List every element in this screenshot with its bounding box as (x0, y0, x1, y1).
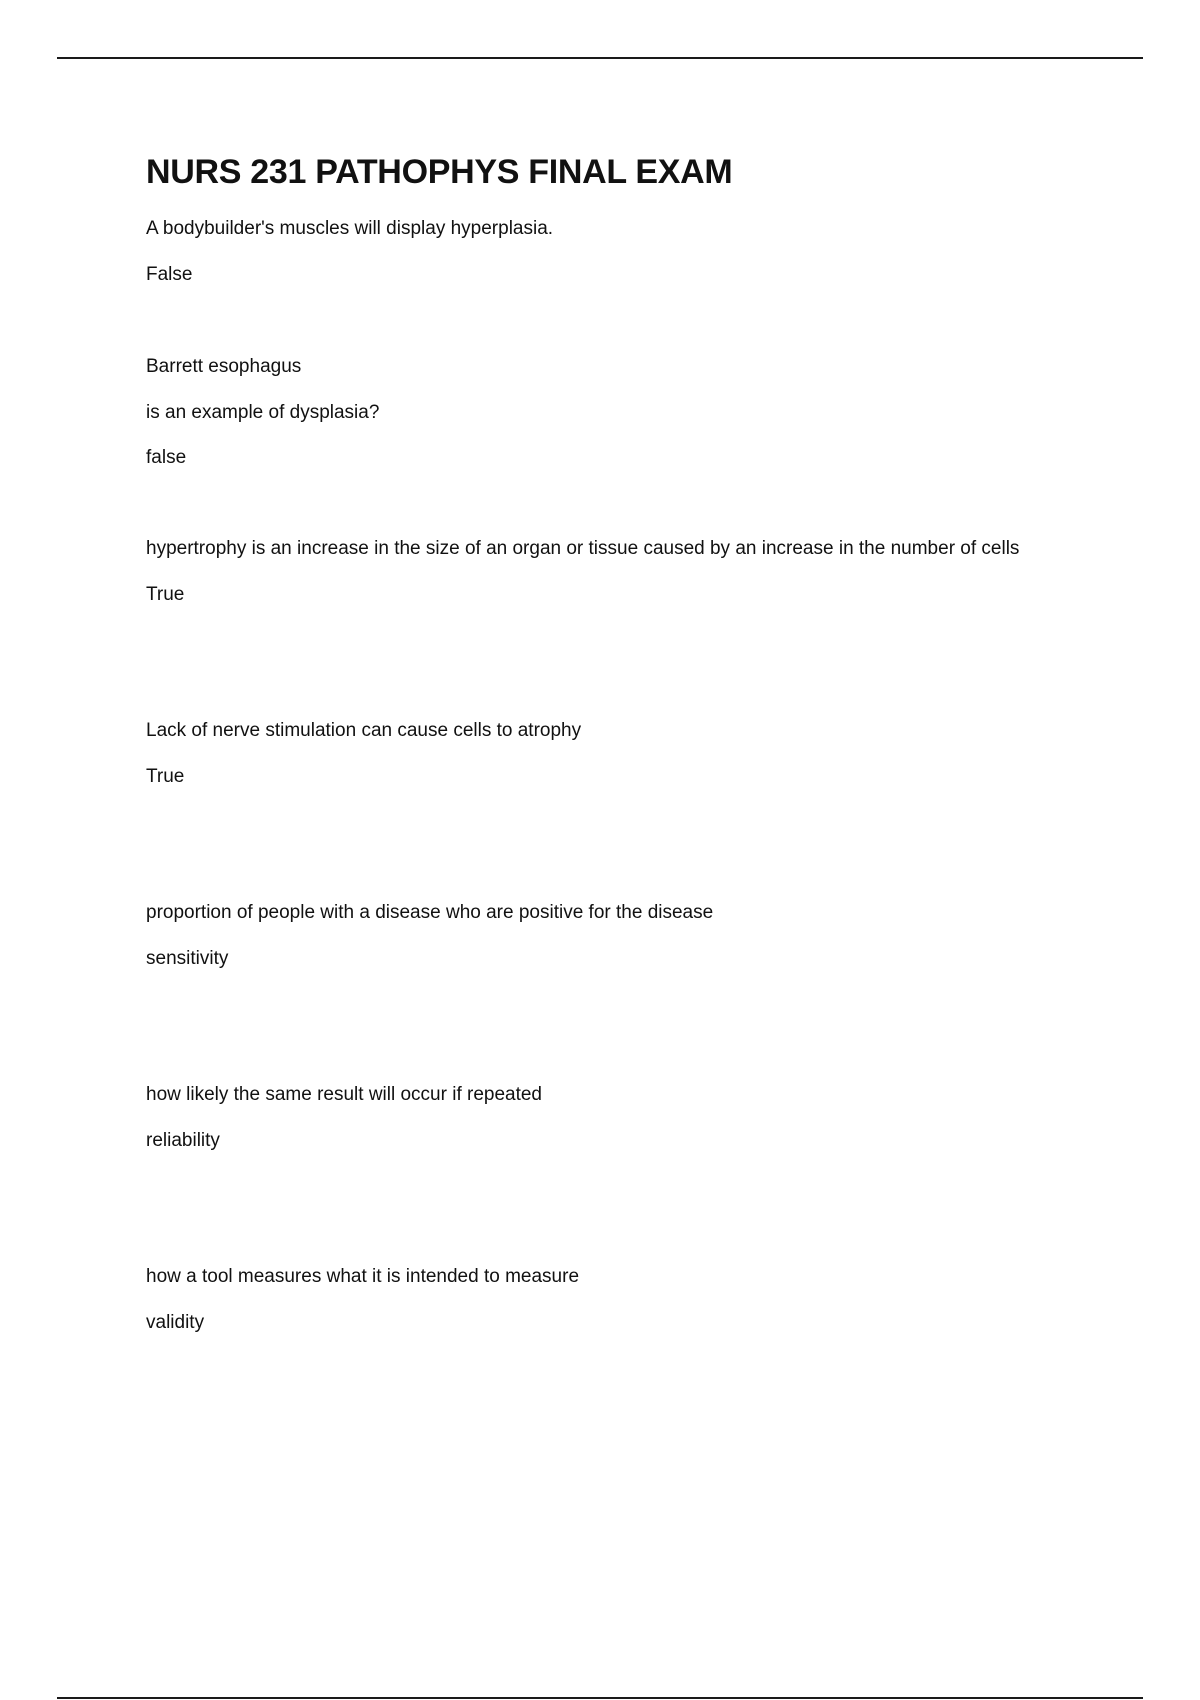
qa-list (146, 206, 1106, 1436)
answer-text: reliability (146, 1129, 220, 1151)
qa-item (146, 526, 1106, 708)
answer-text: validity (146, 1311, 205, 1333)
document-body (146, 150, 1106, 1436)
page-title: NURS 231 PATHOPHYS FINAL EXAM (146, 153, 733, 191)
qa-item (146, 206, 1106, 344)
question-text: proportion of people with a disease who are positive for the disease (146, 902, 714, 923)
question-text: how a tool measures what it is intended to measure (146, 1266, 580, 1287)
answer-text: True (146, 583, 185, 605)
qa-item (146, 890, 1106, 1072)
question-text: hypertrophy is an increase in the size of an organ or tissue caused by an increase in the number of cells (146, 538, 1020, 559)
footer-rule (57, 1697, 1143, 1699)
question-text: Barrett esophagus (146, 356, 302, 377)
qa-item (146, 1072, 1106, 1254)
answer-text: True (146, 765, 185, 787)
answer-text: False (146, 263, 193, 285)
question-text: how likely the same result will occur if repeated (146, 1084, 543, 1105)
qa-item (146, 344, 1106, 526)
answer-text: sensitivity (146, 947, 229, 969)
qa-item (146, 708, 1106, 890)
qa-item (146, 1254, 1106, 1436)
question-text: A bodybuilder's muscles will display hyperplasia. (146, 218, 554, 239)
question-text: is an example of dysplasia? (146, 401, 380, 423)
header-rule (57, 57, 1143, 59)
answer-text: false (146, 447, 187, 468)
question-text: Lack of nerve stimulation can cause cells to atrophy (146, 720, 582, 741)
